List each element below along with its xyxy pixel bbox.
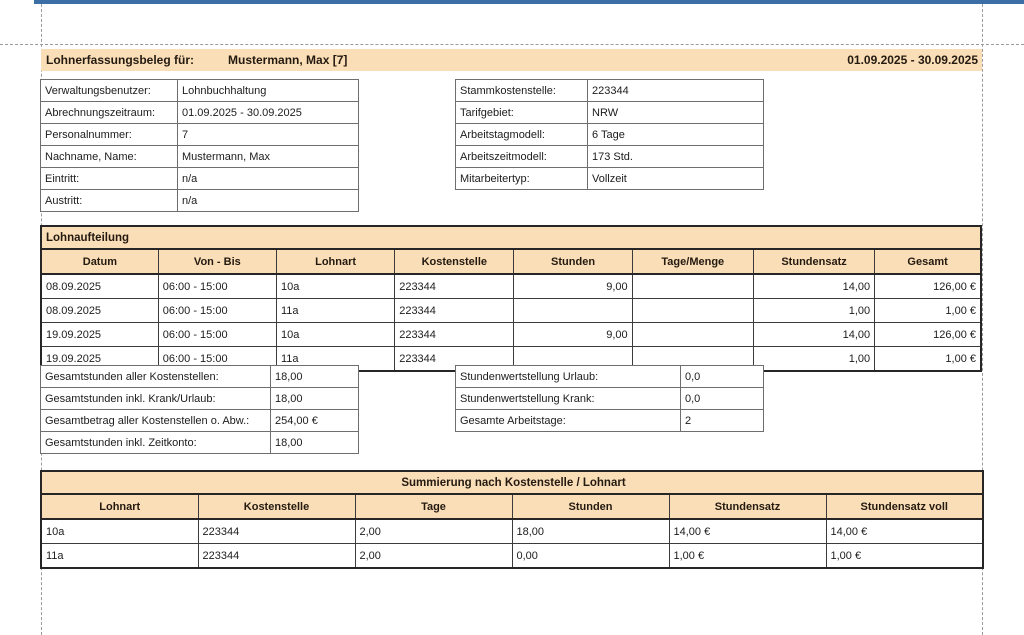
report-period: 01.09.2025 - 30.09.2025: [847, 53, 978, 67]
total-value: 18,00: [271, 366, 359, 388]
column-header: Stunden: [514, 249, 632, 274]
table-row: [41, 274, 981, 299]
column-header: Gesamt: [875, 249, 981, 274]
table-row: [41, 471, 983, 494]
column-header: Datum: [41, 249, 158, 274]
table-row: [41, 226, 981, 249]
cell-stunden: 18,00: [512, 519, 669, 544]
total-label: Stundenwertstellung Krank:: [456, 388, 681, 410]
cell-kostenstelle: 223344: [395, 274, 514, 299]
info-value: Lohnbuchhaltung: [178, 80, 359, 102]
table-row: [41, 168, 359, 190]
total-value: 0,0: [681, 388, 764, 410]
column-header: Lohnart: [276, 249, 394, 274]
cell-gesamt: 1,00 €: [875, 299, 981, 323]
cell-lohnart: 10a: [276, 274, 394, 299]
summierung-title: Summierung nach Kostenstelle / Lohnart: [41, 471, 983, 494]
info-value: 6 Tage: [588, 124, 764, 146]
total-label: Gesamtstunden aller Kostenstellen:: [41, 366, 271, 388]
info-label: Abrechnungszeitraum:: [41, 102, 178, 124]
total-label: Stundenwertstellung Urlaub:: [456, 366, 681, 388]
column-header: Stundensatz voll: [826, 494, 983, 519]
cell-kostenstelle: 223344: [395, 347, 514, 372]
cell-gesamt: 126,00 €: [875, 323, 981, 347]
report-title-band: [41, 49, 982, 71]
cell-kostenstelle: 223344: [198, 519, 355, 544]
info-label: Arbeitszeitmodell:: [456, 146, 588, 168]
cell-gesamt: 1,00 €: [875, 347, 981, 372]
summierung-table: [40, 470, 984, 569]
cell-kostenstelle: 223344: [395, 323, 514, 347]
table-row: [41, 124, 359, 146]
cell-stunden: 9,00: [514, 274, 632, 299]
cell-stundensatz: 1,00: [753, 347, 874, 372]
info-value: 01.09.2025 - 30.09.2025: [178, 102, 359, 124]
cell-tage-menge: [632, 323, 753, 347]
info-value: NRW: [588, 102, 764, 124]
column-header: Stunden: [512, 494, 669, 519]
cell-kostenstelle: 223344: [198, 544, 355, 569]
total-value: 254,00 €: [271, 410, 359, 432]
info-label: Arbeitstagmodell:: [456, 124, 588, 146]
info-label: Personalnummer:: [41, 124, 178, 146]
totals-left-table: [40, 365, 359, 454]
table-row: [41, 366, 359, 388]
info-label: Verwaltungsbenutzer:: [41, 80, 178, 102]
cell-stundensatz-voll: 1,00 €: [826, 544, 983, 569]
cell-stundensatz: 14,00: [753, 323, 874, 347]
table-row: [456, 168, 764, 190]
info-value: Mustermann, Max: [178, 146, 359, 168]
total-value: 0,0: [681, 366, 764, 388]
table-row: [456, 410, 764, 432]
column-header: Stundensatz: [669, 494, 826, 519]
report-employee-name: Mustermann, Max [7]: [228, 53, 348, 67]
total-label: Gesamtstunden inkl. Zeitkonto:: [41, 432, 271, 454]
lohnaufteilung-table: [40, 225, 982, 372]
totals-right-table: [455, 365, 764, 432]
info-value: 173 Std.: [588, 146, 764, 168]
cell-von-bis: 06:00 - 15:00: [158, 274, 276, 299]
table-row: [41, 299, 981, 323]
table-header-row: [41, 249, 981, 274]
table-row: [456, 124, 764, 146]
info-label: Eintritt:: [41, 168, 178, 190]
table-row: [456, 146, 764, 168]
column-header: Lohnart: [41, 494, 198, 519]
table-row: [41, 190, 359, 212]
column-header: Stundensatz: [753, 249, 874, 274]
cell-stunden: [514, 299, 632, 323]
table-row: [41, 432, 359, 454]
total-label: Gesamte Arbeitstage:: [456, 410, 681, 432]
cell-tage: 2,00: [355, 544, 512, 569]
column-header: Kostenstelle: [395, 249, 514, 274]
column-header: Kostenstelle: [198, 494, 355, 519]
table-row: [456, 80, 764, 102]
cell-lohnart: 11a: [276, 347, 394, 372]
cell-datum: 19.09.2025: [41, 347, 158, 372]
cell-stundensatz-voll: 14,00 €: [826, 519, 983, 544]
cell-stundensatz: 1,00 €: [669, 544, 826, 569]
cell-tage-menge: [632, 274, 753, 299]
work-info-table: [455, 79, 764, 190]
table-row: [41, 80, 359, 102]
cell-datum: 19.09.2025: [41, 323, 158, 347]
info-label: Nachname, Name:: [41, 146, 178, 168]
table-row: [41, 102, 359, 124]
table-row: [41, 388, 359, 410]
total-value: 2: [681, 410, 764, 432]
cell-stundensatz: 14,00: [753, 274, 874, 299]
table-row: [41, 323, 981, 347]
cell-stundensatz: 14,00 €: [669, 519, 826, 544]
cell-stundensatz: 1,00: [753, 299, 874, 323]
table-row: [456, 388, 764, 410]
info-value: 7: [178, 124, 359, 146]
cell-datum: 08.09.2025: [41, 274, 158, 299]
cell-datum: 08.09.2025: [41, 299, 158, 323]
total-label: Gesamtbetrag aller Kostenstellen o. Abw.:: [41, 410, 271, 432]
total-value: 18,00: [271, 388, 359, 410]
info-value: n/a: [178, 168, 359, 190]
info-value: 223344: [588, 80, 764, 102]
total-value: 18,00: [271, 432, 359, 454]
lohnaufteilung-title: Lohnaufteilung: [41, 226, 981, 249]
info-value: n/a: [178, 190, 359, 212]
column-header: Tage: [355, 494, 512, 519]
cell-gesamt: 126,00 €: [875, 274, 981, 299]
window-top-accent-bar: [34, 0, 1024, 4]
info-label: Stammkostenstelle:: [456, 80, 588, 102]
page-break-guide-horizontal: [0, 44, 1024, 45]
table-row: [456, 102, 764, 124]
table-header-row: [41, 494, 983, 519]
cell-lohnart: 11a: [41, 544, 198, 569]
table-row: [456, 366, 764, 388]
table-row: [41, 544, 983, 569]
table-row: [41, 519, 983, 544]
report-title-prefix: Lohnerfassungsbeleg für:: [46, 53, 195, 67]
cell-lohnart: 10a: [41, 519, 198, 544]
cell-kostenstelle: 223344: [395, 299, 514, 323]
table-row: [41, 146, 359, 168]
cell-stunden: 9,00: [514, 323, 632, 347]
cell-tage: 2,00: [355, 519, 512, 544]
cell-lohnart: 11a: [276, 299, 394, 323]
info-value: Vollzeit: [588, 168, 764, 190]
cell-tage-menge: [632, 299, 753, 323]
column-header: Tage/Menge: [632, 249, 753, 274]
cell-stunden: 0,00: [512, 544, 669, 569]
info-label: Austritt:: [41, 190, 178, 212]
info-label: Mitarbeitertyp:: [456, 168, 588, 190]
cell-lohnart: 10a: [276, 323, 394, 347]
cell-von-bis: 06:00 - 15:00: [158, 323, 276, 347]
total-label: Gesamtstunden inkl. Krank/Urlaub:: [41, 388, 271, 410]
cell-von-bis: 06:00 - 15:00: [158, 299, 276, 323]
table-row: [41, 410, 359, 432]
employee-info-table: [40, 79, 359, 212]
info-label: Tarifgebiet:: [456, 102, 588, 124]
cell-von-bis: 06:00 - 15:00: [158, 347, 276, 372]
column-header: Von - Bis: [158, 249, 276, 274]
